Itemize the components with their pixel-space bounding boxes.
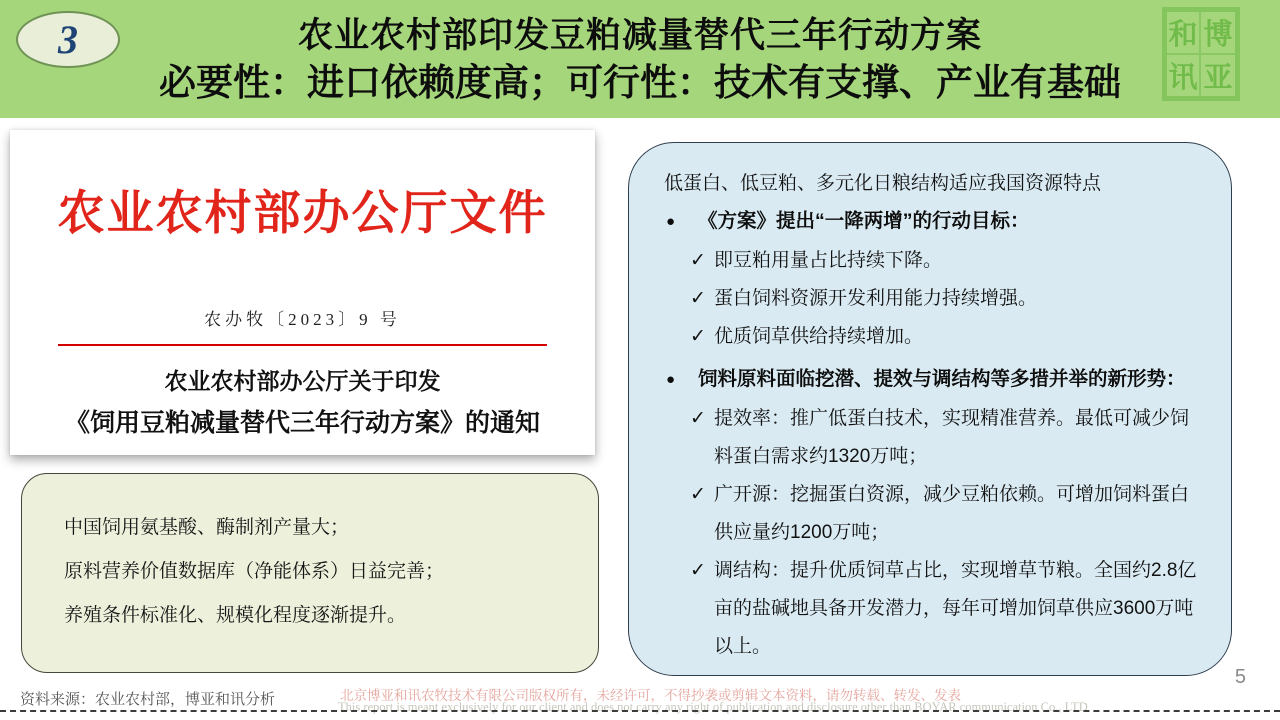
slide-header bbox=[0, 0, 1280, 118]
summary-line: 中国饲用氨基酸、酶制剂产量大； bbox=[64, 517, 350, 538]
bottom-dashed-divider bbox=[0, 710, 1280, 712]
check-text: 蛋白饲料资源开发利用能力持续增强。 bbox=[714, 288, 1038, 309]
document-title: 农业农村部办公厅文件 bbox=[57, 188, 548, 240]
seal-char: 博 bbox=[1201, 12, 1235, 55]
slide-number-badge: 3 bbox=[16, 11, 120, 68]
check-item bbox=[664, 318, 1205, 356]
check-text: 广开源：挖掘蛋白资源，减少豆粕依赖。可增加饲料蛋白供应量约1200万吨； bbox=[714, 484, 1190, 543]
details-intro: 低蛋白、低豆粕、多元化日粮结构适应我国资源特点 bbox=[664, 173, 1102, 194]
check-icon: ✓ bbox=[690, 560, 706, 581]
boyar-seal-logo bbox=[1162, 7, 1240, 101]
source-note: 资料来源：农业农村部，博亚和讯分析 bbox=[20, 691, 276, 708]
seal-char: 亚 bbox=[1203, 62, 1233, 94]
check-item bbox=[664, 280, 1205, 318]
check-icon: ✓ bbox=[690, 288, 706, 309]
bullet-icon: ● bbox=[666, 213, 676, 230]
watermark-english: This report is meant exclusively for our client and does not carry any right of publication and disclosure other than BOYAR communication Co., LTD bbox=[338, 700, 1088, 714]
check-icon: ✓ bbox=[690, 408, 706, 429]
details-box bbox=[628, 142, 1232, 676]
document-number: 农办牧〔2023〕9 号 bbox=[204, 310, 401, 329]
document-notice-line2: 《饲用豆粕减量替代三年行动方案》的通知 bbox=[64, 410, 540, 437]
check-item bbox=[664, 476, 1205, 552]
check-icon: ✓ bbox=[690, 326, 706, 347]
seal-char: 讯 bbox=[1167, 55, 1201, 96]
bullet-item bbox=[664, 365, 1205, 395]
check-text: 即豆粕用量占比持续下降。 bbox=[714, 250, 943, 271]
summary-line: 养殖条件标准化、规模化程度逐渐提升。 bbox=[64, 605, 407, 626]
check-icon: ✓ bbox=[690, 250, 706, 271]
check-item bbox=[664, 552, 1205, 666]
bullet-icon: ● bbox=[666, 371, 676, 388]
summary-box bbox=[21, 473, 599, 673]
summary-line: 原料营养价值数据库（净能体系）日益完善； bbox=[64, 561, 445, 582]
header-titles bbox=[0, 0, 1280, 118]
bullet-item bbox=[664, 207, 1205, 237]
check-text: 优质饲草供给持续增加。 bbox=[714, 326, 924, 347]
bullet-text: 饲料原料面临挖潜、提效与调结构等多措并举的新形势： bbox=[698, 368, 1186, 390]
bullet-text: 《方案》提出“一降两增”的行动目标： bbox=[698, 210, 1030, 232]
check-text: 调结构：提升优质饲草占比，实现增草节粮。全国约2.8亿亩的盐碱地具备开发潜力，每年可增加饲草供应3600万吨以上。 bbox=[714, 560, 1197, 657]
check-item bbox=[664, 242, 1205, 280]
seal-char: 和 bbox=[1167, 12, 1201, 55]
document-red-divider bbox=[58, 344, 547, 346]
check-item bbox=[664, 400, 1205, 476]
watermark-chinese: 北京博亚和讯农牧技术有限公司版权所有，未经许可，不得抄袭或剪辑文本资料，请勿转载、转发、发表 bbox=[340, 688, 961, 703]
slide-title-line1: 农业农村部印发豆粕减量替代三年行动方案 bbox=[297, 16, 982, 55]
page-number: 5 bbox=[1234, 666, 1246, 688]
document-notice-line1: 农业农村部办公厅关于印发 bbox=[164, 369, 441, 394]
slide-title-line2: 必要性：进口依赖度高；可行性：技术有支撑、产业有基础 bbox=[159, 62, 1121, 103]
check-text: 提效率：推广低蛋白技术，实现精准营养。最低可减少饲料蛋白需求约1320万吨； bbox=[714, 408, 1190, 467]
check-icon: ✓ bbox=[690, 484, 706, 505]
document-image bbox=[10, 130, 595, 455]
